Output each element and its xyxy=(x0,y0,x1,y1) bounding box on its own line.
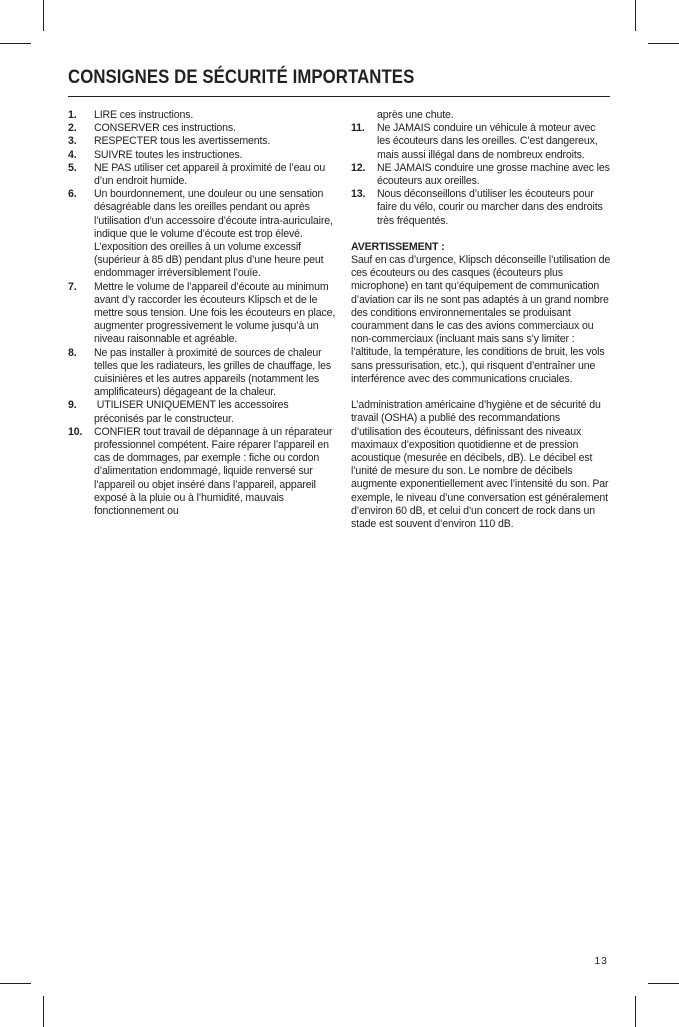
page-number: 13 xyxy=(594,956,608,967)
list-item xyxy=(68,122,336,135)
right-column xyxy=(351,109,611,531)
item-number: 8. xyxy=(68,346,77,359)
item-number: 4. xyxy=(68,148,77,161)
item-text: RESPECTER tous les avertissements. xyxy=(94,135,271,148)
osha-paragraph: L’administration américaine d’hygiène et de sécurité du travail (OSHA) a publié des recommandations d’utilisation des écouteurs, définissant des niveaux maximaux d’exposition quotidienne et de pression acoustique (mesurée en décibels, dB). Le décibel est l’unité de mesure du son. Le nombre de décibels augmente exponentiellement avec l’intensité du son. Par exemple, le niveau d’une conversation est généralement d’environ 60 dB, et celui d’un concert de rock dans un stade est souvent d’environ 110 dB. xyxy=(351,399,609,531)
warning-heading: AVERTISSEMENT : xyxy=(351,240,445,253)
item-number: 13. xyxy=(351,188,366,201)
item-number: 5. xyxy=(68,161,77,174)
item-text: LIRE ces instructions. xyxy=(94,109,194,121)
item-text: SUIVRE toutes les instructiones. xyxy=(94,148,243,161)
item-number: 6. xyxy=(68,188,77,201)
item-number: 10. xyxy=(68,425,83,438)
item-number: 9. xyxy=(68,399,77,412)
list-item xyxy=(68,399,336,425)
list-item xyxy=(68,162,336,188)
list-item xyxy=(68,426,336,518)
item-number: 2. xyxy=(68,122,77,135)
list-item xyxy=(351,122,611,162)
item-text: Un bourdonnement, une douleur ou une sensation désagréable dans les oreilles pendant ou après l’utilisation d’un accessoire d’écoute intra-auriculaire, indique que le volume d’écoute est trop élevé. L’exposition des oreilles à un volume excessif (supérieur à 85 dB) pendant plus d’une heure peut endommager irréversiblement l’ouïe. xyxy=(94,188,333,280)
list-item xyxy=(68,109,336,122)
item-text: Nous déconseillons d’utiliser les écouteurs pour faire du vélo, courir ou marcher dans des endroits très fréquentés. xyxy=(377,188,603,227)
item-text: UTILISER UNIQUEMENT les accessoires préconisés par le constructeur. xyxy=(94,399,292,425)
item-text: Ne pas installer à proximité de sources de chaleur telles que les radiateurs, les grilles de chauffage, les cuisinières et les autres appareils (notamment les amplificateurs) dégageant de la chaleur. xyxy=(94,346,331,399)
item-number: 7. xyxy=(68,280,77,293)
crop-mark-bottom-left-horizontal xyxy=(0,983,31,984)
list-item xyxy=(68,188,336,280)
item-text: Ne JAMAIS conduire un véhicule à moteur avec les écouteurs dans les oreilles. C’est dangereux, mais aussi illégal dans de nombreux endroits. xyxy=(377,122,598,161)
item-text: NE PAS utiliser cet appareil à proximité de l’eau ou d’un endroit humide. xyxy=(94,161,326,188)
warning-paragraph: Sauf en cas d’urgence, Klipsch déconseille l’utilisation de ces écouteurs ou des casques (écouteurs plus microphone) en tant qu’équipement de communication d’aviation car ils ne sont pas adaptés à un grand nombre des conditions environnementales se produisant couramment dans le cas des avions commerciaux ou non-commerciaux (incluant mais sans s’y limiter : l’altitude, la température, les conditions de bruit, les vols sans pressurisation, etc.), qui risquent d’entraîner une interférence avec des communications cruciales. xyxy=(351,254,611,385)
item-number: 3. xyxy=(68,135,77,148)
crop-mark-top-right-vertical xyxy=(635,0,636,31)
title-divider xyxy=(68,96,610,97)
safety-list-right xyxy=(351,122,611,228)
item-continuation: après une chute. xyxy=(377,109,454,121)
list-item xyxy=(351,162,611,188)
crop-mark-bottom-right-vertical xyxy=(635,996,636,1027)
list-item xyxy=(68,135,336,148)
item-number: 11. xyxy=(351,122,365,135)
crop-mark-top-right-horizontal xyxy=(648,43,679,44)
crop-mark-bottom-left-vertical xyxy=(43,996,44,1027)
item-text: NE JAMAIS conduire une grosse machine avec les écouteurs aux oreilles. xyxy=(377,161,610,188)
item-number: 12. xyxy=(351,161,366,174)
item-text: Mettre le volume de l’appareil d’écoute au minimum avant d’y raccorder les écouteurs Klipsch et de le mettre sous tension. Une fois les écouteurs en place, augmenter progressivement le volume jusqu’à un niveau raisonnable et agréable. xyxy=(94,280,336,346)
list-item xyxy=(68,149,336,162)
item-text: CONSERVER ces instructions. xyxy=(94,122,236,135)
crop-mark-top-left-horizontal xyxy=(0,43,31,44)
item-number: 1. xyxy=(68,109,77,121)
list-item xyxy=(68,347,336,400)
left-column xyxy=(68,109,336,518)
page-title: CONSIGNES DE SÉCURITÉ IMPORTANTES xyxy=(68,66,415,88)
list-item xyxy=(68,281,336,347)
list-item xyxy=(351,188,611,228)
safety-list-left xyxy=(68,109,336,518)
crop-mark-top-left-vertical xyxy=(43,0,44,31)
crop-mark-bottom-right-horizontal xyxy=(648,983,679,984)
item-text: CONFIER tout travail de dépannage à un réparateur professionnel compétent. Faire réparer l’appareil en cas de dommages, par exemple : fiche ou cordon d’alimentation endommagé, liquide renversé sur l’appareil ou objet inséré dans l’appareil, appareil exposé à la pluie ou à l’humidité, mauvais fonctionnement ou xyxy=(94,425,333,518)
